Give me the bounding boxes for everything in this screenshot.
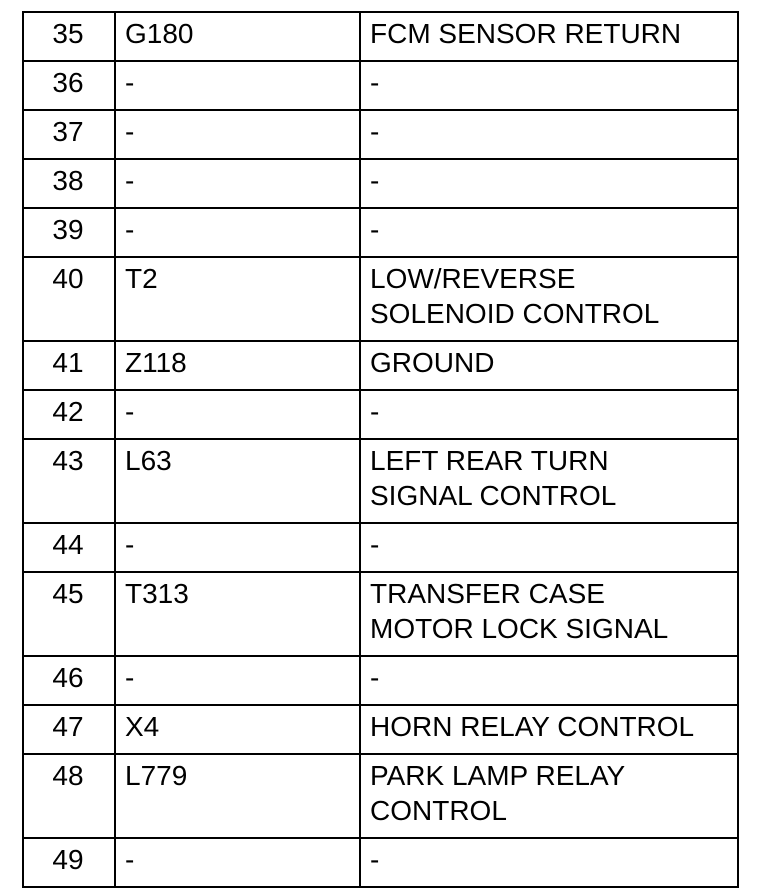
table-row	[23, 439, 738, 523]
cavity-number-cell: 42	[23, 390, 115, 439]
cavity-number-cell: 37	[23, 110, 115, 159]
cavity-number-cell: 44	[23, 523, 115, 572]
circuit-code-cell: L779	[115, 754, 360, 838]
circuit-code-cell: -	[115, 159, 360, 208]
cavity-number-cell: 39	[23, 208, 115, 257]
circuit-function-cell: -	[360, 838, 738, 887]
connector-pinout-table	[22, 11, 739, 888]
cavity-number-cell: 35	[23, 12, 115, 61]
circuit-code-cell: G180	[115, 12, 360, 61]
table-row	[23, 572, 738, 656]
table-row	[23, 341, 738, 390]
circuit-code-cell: Z118	[115, 341, 360, 390]
circuit-function-cell: GROUND	[360, 341, 738, 390]
circuit-function-cell: -	[360, 656, 738, 705]
circuit-code-cell: T2	[115, 257, 360, 341]
cavity-number-cell: 46	[23, 656, 115, 705]
circuit-function-cell: LOW/REVERSE SOLENOID CONTROL	[360, 257, 738, 341]
circuit-function-cell: PARK LAMP RELAY CONTROL	[360, 754, 738, 838]
circuit-function-cell: FCM SENSOR RETURN	[360, 12, 738, 61]
circuit-function-cell: -	[360, 159, 738, 208]
table-row	[23, 390, 738, 439]
circuit-code-cell: -	[115, 838, 360, 887]
circuit-function-cell: -	[360, 390, 738, 439]
cavity-number-cell: 41	[23, 341, 115, 390]
circuit-function-cell: -	[360, 110, 738, 159]
circuit-function-cell: -	[360, 208, 738, 257]
circuit-code-cell: -	[115, 208, 360, 257]
circuit-function-cell: TRANSFER CASE MOTOR LOCK SIGNAL	[360, 572, 738, 656]
table-row	[23, 656, 738, 705]
circuit-code-cell: -	[115, 656, 360, 705]
cavity-number-cell: 38	[23, 159, 115, 208]
circuit-function-cell: HORN RELAY CONTROL	[360, 705, 738, 754]
table-row	[23, 754, 738, 838]
table-row	[23, 257, 738, 341]
cavity-number-cell: 36	[23, 61, 115, 110]
table-row	[23, 12, 738, 61]
table-row	[23, 110, 738, 159]
cavity-number-cell: 47	[23, 705, 115, 754]
cavity-number-cell: 48	[23, 754, 115, 838]
circuit-code-cell: -	[115, 110, 360, 159]
cavity-number-cell: 45	[23, 572, 115, 656]
table-row	[23, 523, 738, 572]
circuit-function-cell: LEFT REAR TURN SIGNAL CONTROL	[360, 439, 738, 523]
circuit-code-cell: L63	[115, 439, 360, 523]
circuit-function-cell: -	[360, 61, 738, 110]
pinout-table-body	[23, 12, 738, 887]
circuit-code-cell: -	[115, 390, 360, 439]
circuit-code-cell: T313	[115, 572, 360, 656]
table-row	[23, 838, 738, 887]
table-row	[23, 208, 738, 257]
cavity-number-cell: 43	[23, 439, 115, 523]
circuit-code-cell: -	[115, 523, 360, 572]
circuit-code-cell: -	[115, 61, 360, 110]
circuit-function-cell: -	[360, 523, 738, 572]
table-row	[23, 159, 738, 208]
cavity-number-cell: 40	[23, 257, 115, 341]
table-row	[23, 61, 738, 110]
cavity-number-cell: 49	[23, 838, 115, 887]
table-row	[23, 705, 738, 754]
circuit-code-cell: X4	[115, 705, 360, 754]
